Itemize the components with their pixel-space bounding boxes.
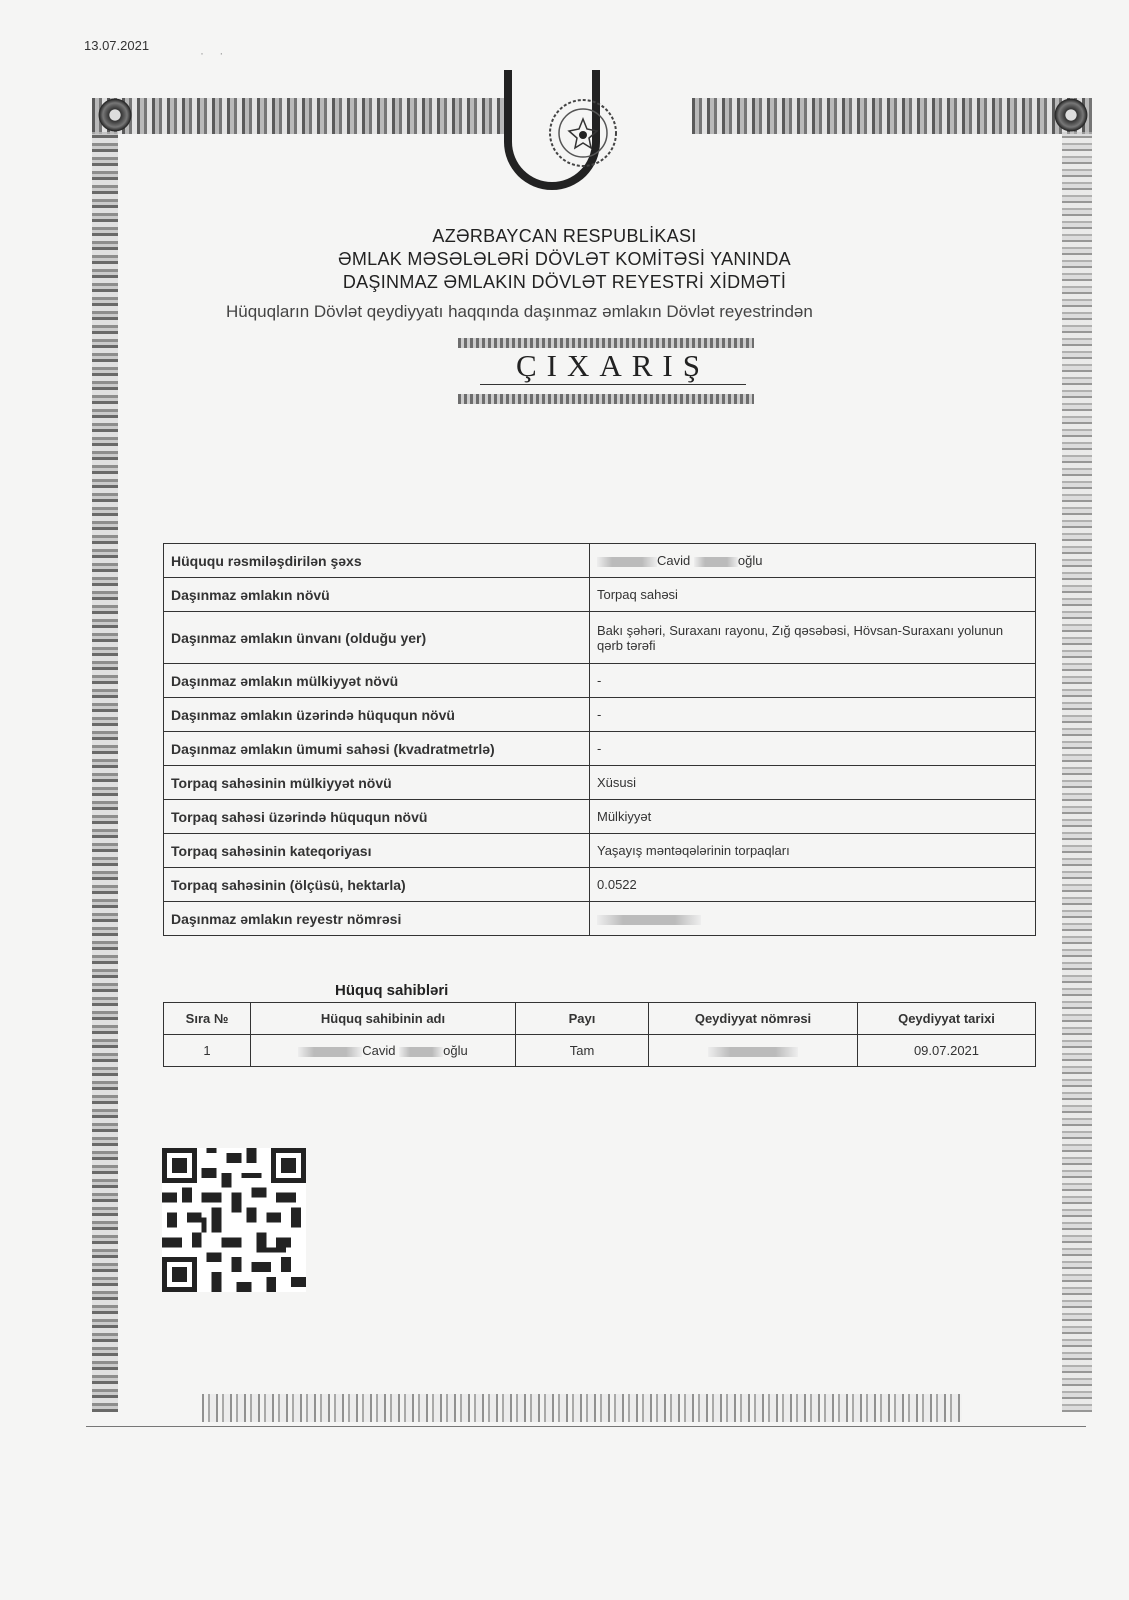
scan-artifact: · ·	[200, 46, 230, 60]
row-value	[590, 902, 1036, 936]
owners-table	[163, 1002, 1036, 1067]
table-row	[164, 698, 1036, 732]
table-row	[164, 732, 1036, 766]
owner-registration-number	[649, 1035, 858, 1067]
owner-registration-date: 09.07.2021	[858, 1035, 1036, 1067]
redacted-patronymic	[694, 557, 738, 567]
row-label: Daşınmaz əmlakın ünvanı (olduğu yer)	[164, 612, 590, 664]
owner-first-name: Cavid	[362, 1043, 396, 1058]
row-value: 0.0522	[590, 868, 1036, 902]
header-line-3: DAŞINMAZ ƏMLAKIN DÖVLƏT REYESTRİ XİDMƏTİ	[342, 272, 787, 292]
table-row	[164, 1035, 1036, 1067]
table-row	[164, 766, 1036, 800]
redacted-registration-number	[708, 1047, 798, 1057]
redacted-patronymic	[399, 1047, 443, 1057]
border-ornament-left	[92, 132, 118, 1412]
redacted-registry-number	[597, 915, 701, 925]
table-row	[164, 800, 1036, 834]
row-label: Torpaq sahəsinin (ölçüsü, hektarla)	[164, 868, 590, 902]
table-row	[164, 612, 1036, 664]
corner-rosette-icon	[96, 96, 134, 134]
row-value: Mülkiyyət	[590, 800, 1036, 834]
row-label: Daşınmaz əmlakın mülkiyyət növü	[164, 664, 590, 698]
print-date: 13.07.2021	[84, 38, 150, 53]
table-header-row	[164, 1003, 1036, 1035]
owner-share: Tam	[516, 1035, 649, 1067]
border-ornament-bottom	[202, 1394, 962, 1422]
header-line-2: ƏMLAK MƏSƏLƏLƏRİ DÖVLƏT KOMİTƏSİ YANINDA	[338, 249, 791, 269]
property-info-table	[163, 543, 1036, 936]
column-header: Sıra №	[164, 1003, 251, 1035]
owner-row-number: 1	[164, 1035, 251, 1067]
owner-name-suffix: oğlu	[443, 1043, 468, 1058]
table-row	[164, 868, 1036, 902]
row-value: -	[590, 664, 1036, 698]
border-ornament-top-right	[692, 98, 1092, 134]
column-header: Payı	[516, 1003, 649, 1035]
title-ornament-bottom	[458, 394, 754, 404]
state-emblem-icon	[546, 93, 620, 171]
row-label: Daşınmaz əmlakın növü	[164, 578, 590, 612]
document-title: ÇIXARIŞ	[515, 348, 710, 383]
row-value: -	[590, 698, 1036, 732]
bottom-rule	[86, 1426, 1086, 1427]
table-row	[164, 578, 1036, 612]
title-underline	[480, 384, 746, 385]
border-ornament-top-left	[92, 98, 512, 134]
document-subtitle: Hüquqların Dövlət qeydiyyatı haqqında daşınmaz əmlakın Dövlət reyestrindən	[226, 302, 813, 321]
row-value	[590, 544, 1036, 578]
owners-section-title: Hüquq sahibləri	[335, 982, 449, 999]
header-line-1: AZƏRBAYCAN RESPUBLİKASI	[432, 226, 697, 246]
owner-name-suffix: oğlu	[737, 553, 763, 568]
owner-name-cell	[251, 1035, 516, 1067]
column-header: Qeydiyyat tarixi	[858, 1003, 1036, 1035]
row-label: Torpaq sahəsi üzərində hüququn növü	[164, 800, 590, 834]
qr-code-icon	[162, 1148, 306, 1292]
row-value: -	[590, 732, 1036, 766]
row-label: Hüququ rəsmiləşdirilən şəxs	[164, 544, 590, 578]
corner-rosette-icon	[1052, 96, 1090, 134]
row-value: Yaşayış məntəqələrinin torpaqları	[590, 834, 1036, 868]
row-label: Daşınmaz əmlakın reyestr nömrəsi	[164, 902, 590, 936]
row-label: Daşınmaz əmlakın ümumi sahəsi (kvadratmetrlə)	[164, 732, 590, 766]
row-value: Torpaq sahəsi	[590, 578, 1036, 612]
row-label: Torpaq sahəsinin kateqoriyası	[164, 834, 590, 868]
table-row	[164, 902, 1036, 936]
owner-first-name: Cavid	[657, 553, 691, 568]
column-header: Hüquq sahibinin adı	[251, 1003, 516, 1035]
title-ornament-top	[458, 338, 754, 348]
table-row	[164, 544, 1036, 578]
row-value: Xüsusi	[590, 766, 1036, 800]
table-row	[164, 664, 1036, 698]
redacted-surname	[597, 557, 657, 567]
redacted-surname	[298, 1047, 362, 1057]
row-label: Daşınmaz əmlakın üzərində hüququn növü	[164, 698, 590, 732]
border-ornament-right	[1062, 132, 1092, 1412]
table-row	[164, 834, 1036, 868]
row-value: Bakı şəhəri, Suraxanı rayonu, Zığ qəsəbəsi, Hövsan-Suraxanı yolunun qərb tərəfi	[590, 612, 1036, 664]
column-header: Qeydiyyat nömrəsi	[649, 1003, 858, 1035]
row-label: Torpaq sahəsinin mülkiyyət növü	[164, 766, 590, 800]
